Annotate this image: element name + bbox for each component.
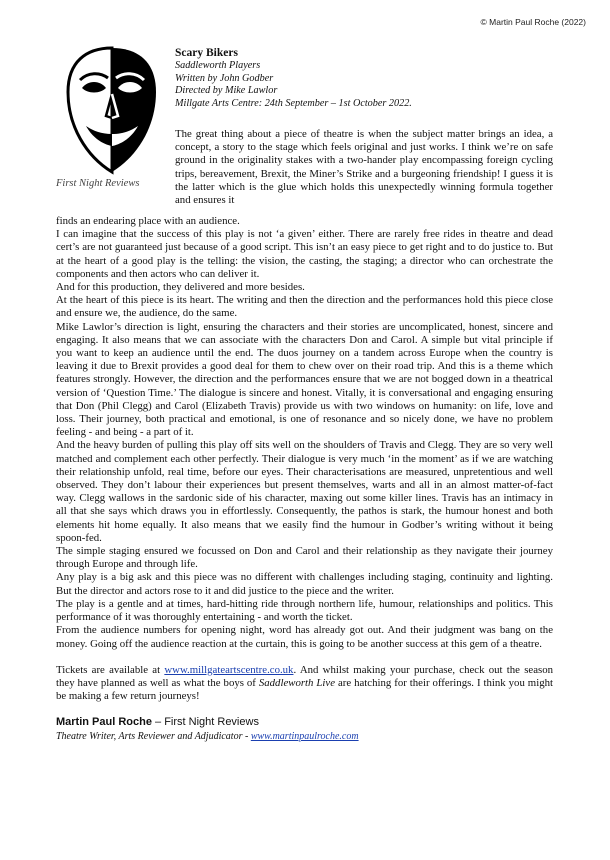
paragraph: At the heart of this piece is its heart. The writing and then the direction and the performances hold this piece close and ensure we, the audience, do the same. xyxy=(56,294,553,320)
tickets-text: are hatching for their offerings. I think you might be making a few return journeys! xyxy=(56,676,553,703)
venue-dates: Millgate Arts Centre: 24th September – 1st October 2022. xyxy=(175,97,412,109)
theatre-mask-icon xyxy=(56,44,168,176)
paragraph: Mike Lawlor’s direction is light, ensuring the characters and their stories are uncomplicated, honest, sincere and engaging. It also means that we can associate with the characters Don and Carol. A simple but vital principle if you want to keep an audience until the end. The duos journey on a tandem across Europe when the country is leaving it due to Brexit provides a good deal for them to chew over on their road trip. And this is a theme which features strongly. However, the direction and the performances ensure that we are not bogged down in a theatrical version of ‘Question Time.’ The dialogue is sincere and honest. Vitally, it is conversational and engaging ensuring that Don (Phil Clegg) and Carol (Elizabeth Travis) provide us with two windows on humanity: on life, love and loss. Their journey, both practical and emotional, is one of resonance and so nicely done, we have no problem feeling - and being - a part of it. xyxy=(56,320,553,439)
review-header xyxy=(56,0,553,207)
tickets-paragraph xyxy=(56,664,553,704)
paragraph: From the audience numbers for opening night, word has already got out. And their judgment was bang on the money. Going off the audience reaction at the curtain, this is going to be another success at this gem of a theatre. xyxy=(56,624,553,650)
company-name: Saddleworth Players xyxy=(175,60,261,71)
paragraph: I can imagine that the success of this play is not ‘a given’ either. There are rarely free rides in theatre and dead cert’s are not guaranteed just because of a good script. This isn’t an easy piece to get right and to do justice to. But at the heart of a good play is the telling: the vision, the casting, the staging; a director who can orchestrate the components and then actors who can deliver it. xyxy=(56,228,553,280)
paragraph: finds an endearing place with an audience. xyxy=(56,215,240,227)
review-body xyxy=(56,215,553,743)
author-role: Theatre Writer, Arts Reviewer and Adjudicator - xyxy=(56,730,251,742)
author-name: Martin Paul Roche xyxy=(56,716,152,729)
lead-paragraph: The great thing about a piece of theatre is when the subject matter brings an idea, a concept, a story to the stage which feels original and just works. I think we’re on safe ground in the originality stakes with a two-hander play encompassing foreign cycling trips, bereavement, Brexit, the Miner’s Strike and a burgeoning friendship! I guess it is the latter which is the glue which holds this unexpectedly winning formula together and ensures it xyxy=(175,128,553,207)
signature-block xyxy=(56,716,553,742)
paragraph: The simple staging ensured we focussed on Don and Carol and their relationship as they navigate their journey through Europe and through life. xyxy=(56,545,553,571)
copyright-notice: © Martin Paul Roche (2022) xyxy=(480,17,586,27)
paragraph: The play is a gentle and at times, hard-hitting ride through northern life, humour, relationships and politics. This performance of it was thoroughly entertaining - and worth the ticket. xyxy=(56,597,553,624)
paragraph: Any play is a big ask and this piece was no different with challenges including staging, continuity and lighting. But the director and actors rose to it and did justice to the piece and the writer. xyxy=(56,571,553,597)
first-night-reviews-logo xyxy=(56,44,168,189)
author-org: – First Night Reviews xyxy=(151,716,259,729)
author-website-link[interactable]: www.martinpaulroche.com xyxy=(250,730,359,742)
logo-caption: First Night Reviews xyxy=(56,178,140,189)
paragraph: And for this production, they delivered and more besides. xyxy=(56,281,305,294)
saddleworth-live-name: Saddleworth Live xyxy=(258,676,335,689)
director-credit: Directed by Mike Lawlor xyxy=(175,85,278,97)
paragraph: And the heavy burden of pulling this play off sits well on the shoulders of Travis and Clegg. They are so very well matched and complement each other perfectly. Their dialogue is very much ‘in the moment’ as if we are watching their relationship unfold, real time, before our eyes. Their characterisations are measured, unpretentious and well observed. They don’t labour their experiences but present themselves, warts and all in an almost matter-of-fact way. Clegg wallows in the sardonic side of his character, maxing out some killer lines. Travis has an intimacy in all that she says which draws you in effortlessly. Consequently, the pathos is stark, the humour honest and both elements hit home equally. It also means that we easily find the humour in Godber’s writing without it being spoon-fed. xyxy=(56,439,553,544)
production-details xyxy=(175,46,412,110)
tickets-text: Tickets are available at xyxy=(56,663,165,676)
tickets-text: . And whilst making your purchase, check out the season they have planned as well as what the boys of xyxy=(56,663,553,689)
play-title: Scary Bikers xyxy=(175,47,238,59)
millgate-website-link[interactable]: www.millgateartscentre.co.uk xyxy=(164,663,294,676)
writer-credit: Written by John Godber xyxy=(175,72,274,84)
